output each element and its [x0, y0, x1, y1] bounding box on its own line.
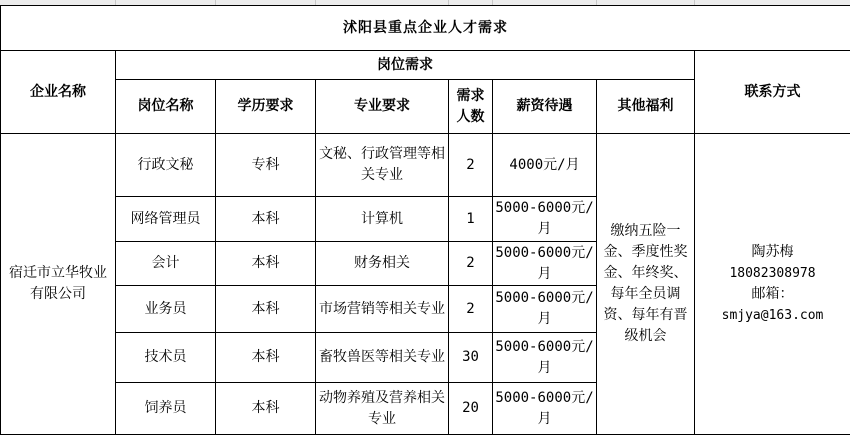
- header-contact[interactable]: 联系方式: [695, 51, 850, 134]
- header-benefits[interactable]: 其他福利: [597, 80, 695, 134]
- table-title[interactable]: 沭阳县重点企业人才需求: [1, 6, 850, 51]
- education-cell[interactable]: 本科: [216, 197, 316, 242]
- education-cell[interactable]: 专科: [216, 134, 316, 197]
- salary-cell[interactable]: 5000-6000元/月: [493, 197, 597, 242]
- headcount-cell[interactable]: 2: [449, 242, 493, 286]
- position-cell[interactable]: 网络管理员: [116, 197, 216, 242]
- header-positions-group[interactable]: 岗位需求: [116, 51, 695, 80]
- contact-cell[interactable]: [695, 134, 850, 435]
- header-company[interactable]: 企业名称: [1, 51, 116, 134]
- education-cell[interactable]: 本科: [216, 383, 316, 435]
- headcount-cell[interactable]: 1: [449, 197, 493, 242]
- major-cell[interactable]: 畜牧兽医等相关专业: [316, 333, 449, 383]
- headcount-cell[interactable]: 20: [449, 383, 493, 435]
- contact-email: smjya@163.com: [721, 308, 824, 323]
- company-name-cell[interactable]: 宿迁市立华牧业有限公司: [1, 134, 116, 435]
- header-education[interactable]: 学历要求: [216, 80, 316, 134]
- contact-name: 陶苏梅: [751, 244, 794, 260]
- header-major[interactable]: 专业要求: [316, 80, 449, 134]
- headcount-cell[interactable]: 2: [449, 134, 493, 197]
- contact-email-label: 邮箱：: [751, 286, 794, 302]
- talent-demand-table: [0, 5, 850, 435]
- contact-phone: 18082308978: [729, 266, 816, 281]
- position-cell[interactable]: 行政文秘: [116, 134, 216, 197]
- salary-cell[interactable]: 5000-6000元/月: [493, 383, 597, 435]
- salary-cell[interactable]: 5000-6000元/月: [493, 286, 597, 333]
- headcount-cell[interactable]: 30: [449, 333, 493, 383]
- major-cell[interactable]: 动物养殖及营养相关专业: [316, 383, 449, 435]
- major-cell[interactable]: 财务相关: [316, 242, 449, 286]
- major-cell[interactable]: 市场营销等相关专业: [316, 286, 449, 333]
- position-cell[interactable]: 业务员: [116, 286, 216, 333]
- major-cell[interactable]: 文秘、行政管理等相关专业: [316, 134, 449, 197]
- header-salary[interactable]: 薪资待遇: [493, 80, 597, 134]
- position-cell[interactable]: 饲养员: [116, 383, 216, 435]
- benefits-cell[interactable]: 缴纳五险一金、季度性奖金、年终奖、每年全员调资、每年有晋级机会: [597, 134, 695, 435]
- position-cell[interactable]: 会计: [116, 242, 216, 286]
- header-headcount[interactable]: 需求人数: [449, 80, 493, 134]
- salary-cell[interactable]: 4000元/月: [493, 134, 597, 197]
- education-cell[interactable]: 本科: [216, 333, 316, 383]
- education-cell[interactable]: 本科: [216, 242, 316, 286]
- salary-cell[interactable]: 5000-6000元/月: [493, 333, 597, 383]
- education-cell[interactable]: 本科: [216, 286, 316, 333]
- position-cell[interactable]: 技术员: [116, 333, 216, 383]
- header-position-name[interactable]: 岗位名称: [116, 80, 216, 134]
- salary-cell[interactable]: 5000-6000元/月: [493, 242, 597, 286]
- major-cell[interactable]: 计算机: [316, 197, 449, 242]
- headcount-cell[interactable]: 2: [449, 286, 493, 333]
